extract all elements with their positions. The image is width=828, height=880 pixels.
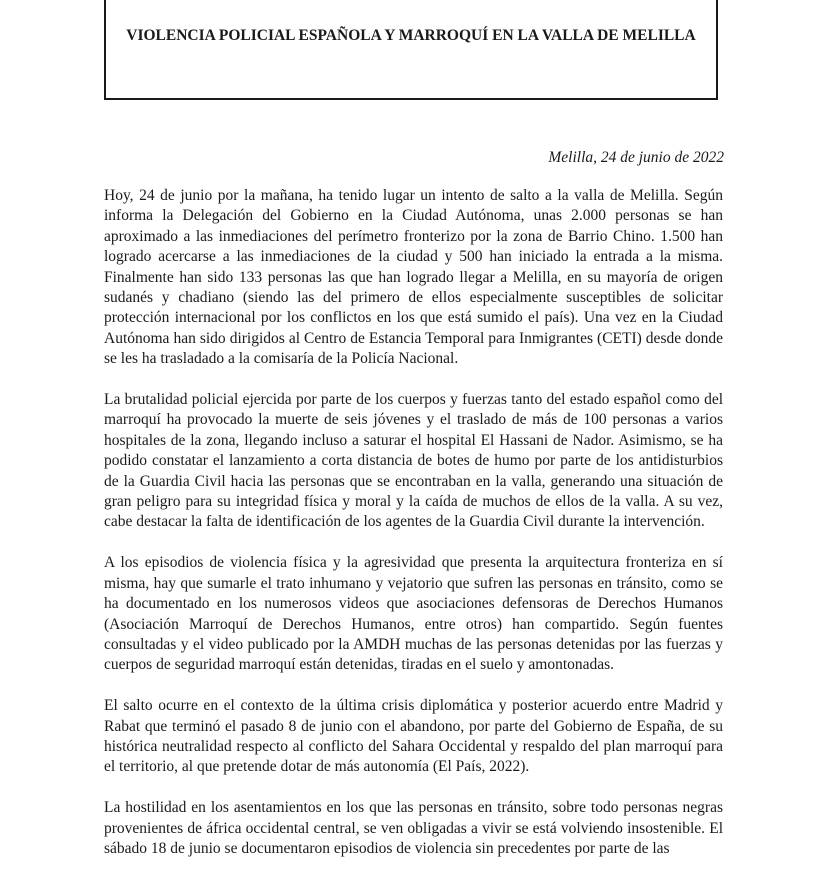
document-body <box>104 186 723 880</box>
paragraph: El salto ocurre en el contexto de la última crisis diplomática y posterior acuerdo entre Madrid y Rabat que terminó el pasado 8 de junio con el abandono, por parte del Gobierno de España, de su histórica neutralidad respecto al conflicto del Sahara Occidental y respaldo del plan marroquí para el territorio, al que pretende dotar de más autonomía (El País, 2022). <box>104 697 723 776</box>
paragraph: La brutalidad policial ejercida por parte de los cuerpos y fuerzas tanto del estado español como del marroquí ha provocado la muerte de seis jóvenes y el traslado de más de 100 personas a varios hospitales de la zona, llegando incluso a saturar el hospital El Hassani de Nador. Asimismo, se ha podido constatar el lanzamiento a corta distancia de botes de humo por parte de los antidisturbios de la Guardia Civil hacia las personas que se encontraban en la valla, generando una situación de gran peligro para su integridad física y moral y la caída de muchos de ellos de la valla. A su vez, cabe destacar la falta de identificación de los agentes de la Guardia Civil durante la intervención. <box>104 391 723 531</box>
date-line: Melilla, 24 de junio de 2022 <box>548 149 724 166</box>
document-title: VIOLENCIA POLICIAL ESPAÑOLA Y MARROQUÍ EN LA VALLA DE MELILLA <box>126 27 696 44</box>
paragraph: A los episodios de violencia física y la agresividad que presenta la arquitectura fronteriza en sí misma, hay que sumarle el trato inhumano y vejatorio que sufren las personas en tránsito, como se ha documentado en los numerosos videos que asociaciones defensoras de Derechos Humanos (Asociación Marroquí de Derechos Humanos, entre otros) han compartido. Según fuentes consultadas y el video publicado por la AMDH muchas de las personas detenidas por las fuerzas y cuerpos de seguridad marroquí están detenidas, tiradas en el suelo y amontonadas. <box>104 554 723 674</box>
paragraph: La hostilidad en los asentamientos en los que las personas en tránsito, sobre todo personas negras provenientes de áfrica occidental central, se ven obligadas a vivir se está volviendo insostenible. El sábado 18 de junio se documentaron episodios de violencia sin precedentes por parte de las <box>104 799 723 857</box>
title-box <box>104 0 718 100</box>
paragraph: Hoy, 24 de junio por la mañana, ha tenido lugar un intento de salto a la valla de Melilla. Según informa la Delegación del Gobierno en la Ciudad Autónoma, unas 2.000 personas se han aproximado a las inmediaciones del perímetro fronterizo por la zona de Barrio Chino. 1.500 han logrado acercarse a las inmediaciones de la ciudad y 500 han iniciado la entrada a la misma. Finalmente han sido 133 personas las que han logrado llegar a Melilla, en su mayoría de origen sudanés y chadiano (siendo las del primero de ellos especialmente susceptibles de solicitar protección internacional por los conflictos en los que está sumido el país). Una vez en la Ciudad Autónoma han sido dirigidos al Centro de Estancia Temporal para Inmigrantes (CETI) desde donde se les ha trasladado a la comisaría de la Policía Nacional. <box>104 187 723 368</box>
